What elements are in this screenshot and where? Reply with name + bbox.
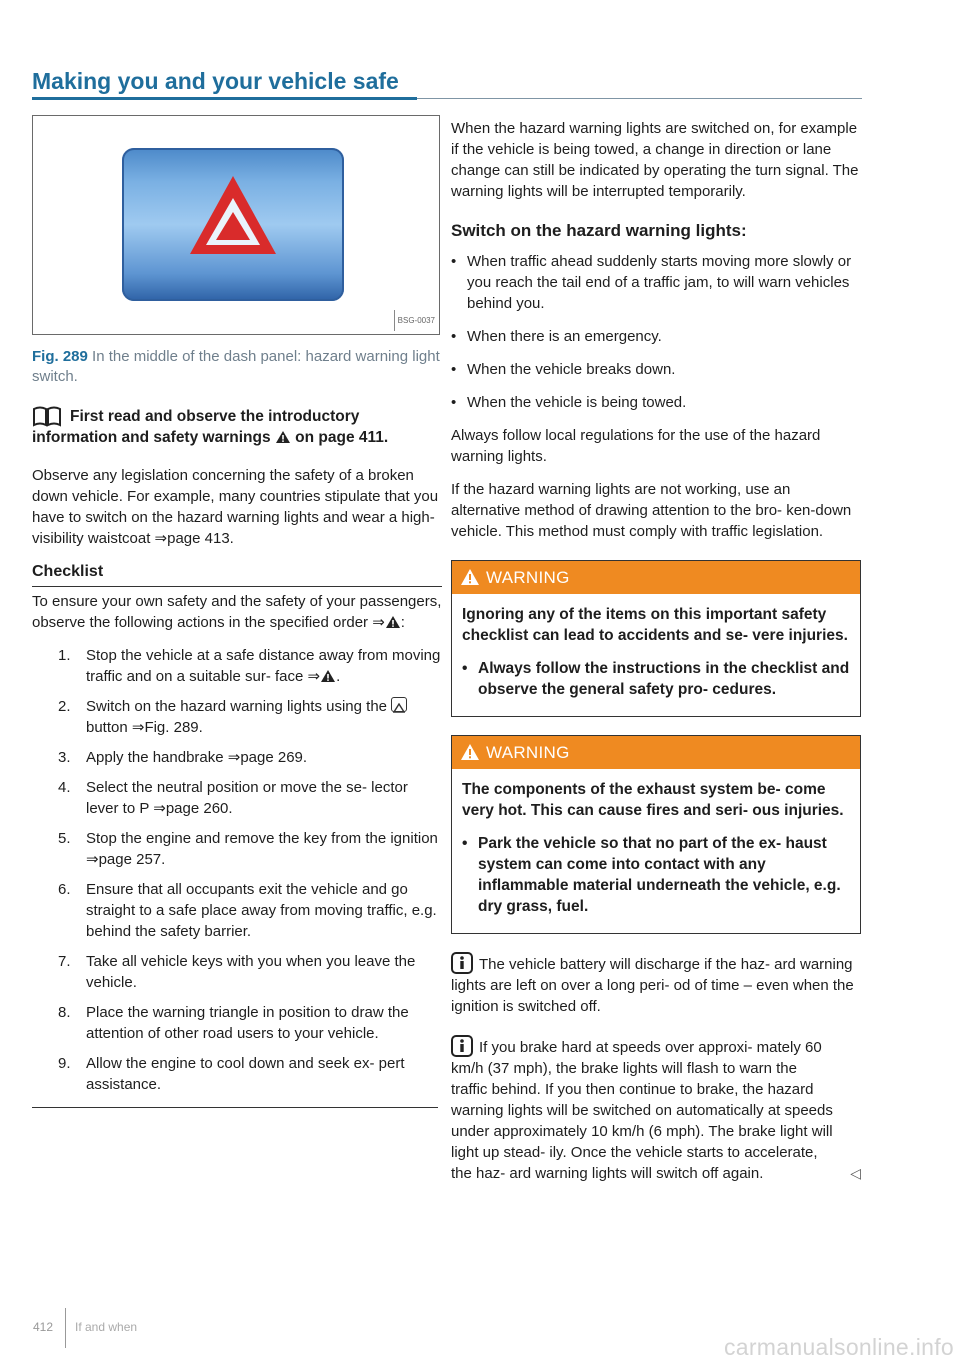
step-number: 3. bbox=[58, 749, 71, 766]
figure-289 bbox=[32, 115, 440, 335]
list-item: • When the vehicle breaks down. bbox=[451, 359, 861, 380]
info-icon bbox=[451, 1035, 473, 1057]
hazard-button-icon bbox=[391, 697, 407, 712]
warning-label: WARNING bbox=[486, 743, 570, 762]
step-number: 1. bbox=[58, 647, 71, 664]
right-column bbox=[451, 118, 861, 1184]
checklist-heading: Checklist bbox=[32, 561, 442, 587]
footer-divider bbox=[65, 1308, 66, 1348]
step-text: Stop the vehicle at a safe distance away from moving traffic and on a suitable sur- face ⇒ bbox=[86, 647, 441, 685]
checklist-step bbox=[32, 879, 442, 942]
step-text: Place the warning triangle in position to draw the attention of other road users to your vehicle. bbox=[86, 1004, 409, 1042]
warning-label: WARNING bbox=[486, 568, 570, 587]
towing-paragraph: When the hazard warning lights are switched on, for example if the vehicle is being towed, a change in direction or lane change can still be indicated by operating the turn signal. The warning lights will be interrupted temporarily. bbox=[451, 120, 859, 200]
warning-triangle-icon bbox=[275, 430, 291, 444]
usage-bullets bbox=[451, 251, 861, 413]
brake-note bbox=[451, 1035, 861, 1184]
step-text: Ensure that all occupants exit the vehicle and go straight to a safe place away from moving traffic, e.g. behind the safety barrier. bbox=[86, 881, 437, 940]
checklist-step bbox=[32, 645, 442, 687]
battery-note bbox=[451, 952, 861, 1017]
page-number: 412 bbox=[33, 1320, 54, 1334]
warning-triangle-icon bbox=[460, 568, 480, 586]
list-item: • When the vehicle is being towed. bbox=[451, 392, 861, 413]
step-text-end[interactable]: button ⇒Fig. 289. bbox=[86, 719, 203, 736]
warning-bullet: • Park the vehicle so that no part of the ex- haust system can come into contact with any inflammable material underneath the vehicle, e.g. dry grass, fuel. bbox=[462, 833, 850, 917]
checklist-intro-text: To ensure your own safety and the safety of your passengers, observe the following actions in the specified order ⇒ bbox=[32, 593, 442, 631]
list-item: • When there is an emergency. bbox=[451, 326, 861, 347]
section-name: If and when bbox=[75, 1320, 138, 1334]
legislation-paragraph: Observe any legislation concerning the safety of a broken down vehicle. For example, many countries stipulate that you have to switch on the hazard warning lights and wear a high-visibility waistcoat ⇒page 413. bbox=[32, 467, 439, 547]
step-number: 9. bbox=[58, 1055, 71, 1072]
info-icon bbox=[451, 952, 473, 974]
page-title: Making you and your vehicle safe bbox=[32, 68, 399, 94]
warning-triangle-icon[interactable] bbox=[320, 669, 336, 683]
checklist-intro-colon: : bbox=[400, 614, 405, 631]
checklist-step bbox=[32, 951, 442, 993]
warning-body bbox=[452, 769, 860, 933]
step-text: Stop the engine and remove the key from the ignition ⇒page 257. bbox=[86, 830, 438, 868]
step-text: Allow the engine to cool down and seek ex- pert assistance. bbox=[86, 1055, 405, 1093]
figure-caption bbox=[32, 347, 442, 387]
warning-triangle-icon[interactable] bbox=[385, 615, 401, 629]
step-number: 4. bbox=[58, 779, 71, 796]
note-text: If you brake hard at speeds over approxi- mately 60 km/h (37 mph), the brake lights will flash to warn the traffic behind. If you then continue to brake, the hazard warning lights will be switched on automatically at speeds under approximately 10 km/h (6 mph). The brake light will light up stead- ily. Once the vehicle starts to accelerate, the haz- ard warning lights will switch off again. bbox=[451, 1039, 833, 1182]
step-text: Select the neutral position or move the se- lector lever to P ⇒page 260. bbox=[86, 779, 408, 817]
note-text: The vehicle battery will discharge if the haz- ard warning lights are left on over a long peri- od of time – even when the ignition is switched off. bbox=[451, 956, 854, 1015]
hazard-switch-image bbox=[122, 148, 344, 301]
step-number: 7. bbox=[58, 953, 71, 970]
figure-number[interactable]: Fig. 289 bbox=[32, 348, 88, 365]
section-heading: Switch on the hazard warning lights: bbox=[451, 221, 747, 240]
figure-caption-text: In the middle of the dash panel: hazard warning light switch. bbox=[32, 348, 440, 385]
step-text: Take all vehicle keys with you when you leave the vehicle. bbox=[86, 953, 416, 991]
left-column bbox=[32, 115, 442, 1108]
intro-text-a: First read and observe the introductory information and safety warnings bbox=[32, 408, 360, 446]
warning-header bbox=[452, 561, 860, 594]
warning-triangle-icon bbox=[460, 743, 480, 761]
checklist-end-rule bbox=[32, 1107, 438, 1108]
figure-code: BSG-0037 bbox=[394, 310, 435, 331]
alternative-paragraph: If the hazard warning lights are not working, use an alternative method of drawing attention to the bro- ken-down vehicle. This method must comply with traffic legislation. bbox=[451, 481, 852, 540]
warning-body bbox=[452, 594, 860, 716]
book-icon bbox=[32, 405, 62, 427]
checklist-step bbox=[32, 747, 442, 768]
regulations-paragraph: Always follow local regulations for the use of the hazard warning lights. bbox=[451, 427, 821, 465]
list-item: • When traffic ahead suddenly starts moving more slowly or you reach the tail end of a traffic jam, to will warn vehicles behind you. bbox=[451, 251, 861, 314]
intro-text-b[interactable]: on page 411. bbox=[290, 429, 389, 446]
hazard-triangle-icon bbox=[122, 148, 344, 301]
warning-box-checklist bbox=[451, 560, 861, 717]
warning-box-exhaust bbox=[451, 735, 861, 934]
checklist-intro bbox=[32, 591, 442, 633]
checklist-step bbox=[32, 1053, 442, 1095]
warning-header bbox=[452, 736, 860, 769]
warning-text: The components of the exhaust system be- come very hot. This can cause fires and seri- ous injuries. bbox=[462, 781, 844, 819]
warning-text: Ignoring any of the items on this important safety checklist can lead to accidents and se- vere injuries. bbox=[462, 606, 848, 644]
step-number: 2. bbox=[58, 698, 71, 715]
checklist-step bbox=[32, 696, 442, 738]
step-text: Switch on the hazard warning lights using the bbox=[86, 698, 392, 715]
checklist-step bbox=[32, 1002, 442, 1044]
step-number: 5. bbox=[58, 830, 71, 847]
end-of-section-icon: ◁ bbox=[850, 1165, 861, 1181]
checklist-step bbox=[32, 777, 442, 819]
intro-note bbox=[32, 405, 442, 448]
checklist-steps bbox=[32, 645, 442, 1095]
step-number: 6. bbox=[58, 881, 71, 898]
step-text: Apply the handbrake ⇒page 269. bbox=[86, 749, 308, 766]
step-text-end: . bbox=[336, 668, 341, 685]
warning-bullet: • Always follow the instructions in the checklist and observe the general safety pro- cedures. bbox=[462, 658, 850, 700]
title-rule-accent bbox=[32, 97, 417, 100]
checklist-step bbox=[32, 828, 442, 870]
watermark: carmanualsonline.info bbox=[723, 1334, 954, 1360]
step-number: 8. bbox=[58, 1004, 71, 1021]
